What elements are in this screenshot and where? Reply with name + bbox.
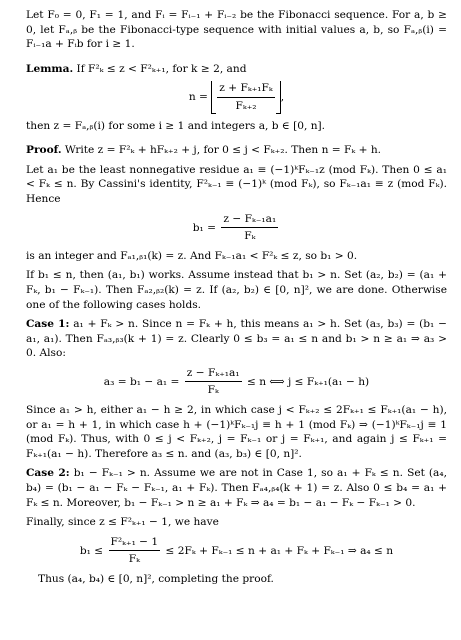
proof-paragraph-assume: If b₁ ≤ n, then (a₁, b₁) works. Assume instead that b₁ > n. Set (a₂, b₂) = (a₁ + Fₖ, b₁ − Fₖ₋₁). Then Fₐ₂,ᵦ₂(k) = z. If (a₂, b₂) ∈ [0, n]², we are done. Otherwise one of the following cases holds.: [26, 269, 447, 311]
floor-bracket: [211, 81, 280, 113]
lemma-conclusion: then z = Fₐ,ᵦ(i) for some i ≥ 1 and integers a, b ∈ [0, n].: [26, 119, 326, 132]
case1-paragraph: Case 1: a₁ + Fₖ > n. Since n = Fₖ + h, this means a₁ > h. Set (a₃, b₃) = (b₁ − a₁, a₁). Then Fₐ₃,ᵦ₃(k + 1) = z. Clearly 0 ≤ b₃ = a₁ ≤ n and b₁ > n ≥ a₁ ⇒ a₃ > 0. Also:: [26, 318, 447, 360]
case2-label: Case 2:: [26, 467, 70, 480]
lemma-lead: If F²ₖ ≤ z < F²ₖ₊₁, for k ≥ 2, and: [76, 62, 247, 75]
proof-conclusion: Thus (a₄, b₄) ∈ [0, n]², completing the proof.: [38, 573, 274, 585]
case2-fraction: $\frac{\text{F²ₖ₊₁ − 1}}{\text{Fₖ}}$: [110, 535, 159, 566]
case1-equation: a₃ = b₁ − a₁ = $\frac{\text{z − Fₖ₊₁a₁}}{\text{Fₖ}}$ ≤ n ⟺ j ≤ Fₖ₊₁(a₁ − h): [103, 366, 370, 397]
lemma-statement: [26, 62, 447, 77]
case1-fraction: $\frac{\text{z − Fₖ₊₁a₁}}{\text{Fₖ}}$: [186, 366, 240, 397]
case1-paragraph-2: Since a₁ > h, either a₁ − h ≥ 2, in which case j < Fₖ₊₂ ≤ 2Fₖ₊₁ ≤ Fₖ₊₁(a₁ − h), or a₁ = h + 1, in which case h + (−1)ᵏFₖ₋₁j ≡ h + 1 (mod Fₖ) ⇒ (−1)ᵏFₖ₋₁j ≡ 1 (mod Fₖ). Thus, with 0 ≤ j < Fₖ₊₂, j = Fₖ₋₁ or j = Fₖ₊₁, and again j ≤ Fₖ₊₁ = Fₖ₊₁(a₁ − h). Therefore a₃ ≤ n. and (a₃, b₃) ∈ [0, n]².: [26, 404, 447, 460]
case2-paragraph-finally: Finally, since z ≤ F²ₖ₊₁ − 1, we have: [26, 516, 219, 529]
case1-label: Case 1:: [26, 318, 70, 331]
lemma-label: Lemma.: [26, 62, 74, 75]
proof-paragraph-integer: is an integer and Fₐ₁,ᵦ₁(k) = z. And Fₖ₋₁a₁ < F²ₖ ≤ z, so b₁ > 0.: [26, 249, 358, 262]
case2-paragraph: Case 2: b₁ − Fₖ₋₁ > n. Assume we are not in Case 1, so a₁ + Fₖ ≤ n. Set (a₄, b₄) = (b₁ − a₁ − Fₖ − Fₖ₋₁, a₁ + Fₖ). Then Fₐ₄,ᵦ₄(k + 1) = z. Also 0 ≤ b₄ = a₁ + Fₖ ≤ n. Moreover, b₁ − Fₖ₋₁ > n ≥ a₁ + Fₖ ⇒ a₄ = b₁ − a₁ − Fₖ − Fₖ₋₁ > 0.: [26, 467, 447, 509]
proof-label: Proof.: [26, 144, 62, 157]
intro-paragraph: Let F₀ = 0, F₁ = 1, and Fᵢ = Fᵢ₋₁ + Fᵢ₋₂ be the Fibonacci sequence. For a, b ≥ 0, let Fₐ,ᵦ be the Fibonacci-type sequence with initial values a, b, so Fₐ,ᵦ(i) = Fᵢ₋₁a + Fᵢb for i ≥ 1.: [26, 9, 447, 51]
b1-equation: b₁ = $\frac{\text{z − Fₖ₋₁a₁}}{\text{Fₖ}}$: [192, 212, 277, 243]
b1-fraction: $\frac{\text{z − Fₖ₋₁a₁}}{\text{Fₖ}}$: [223, 212, 277, 243]
lemma-n-equation: n = $\frac{\text{z + Fₖ₊₁Fₖ}}{\text{Fₖ₊₂}}$ ,: [188, 82, 285, 112]
case2-equation: b₁ ≤ $\frac{\text{F²ₖ₊₁ − 1}}{\text{Fₖ}}$ ≤ 2Fₖ + Fₖ₋₁ ≤ n + a₁ + Fₖ + Fₖ₋₁ ⇒ a₄ ≤ n: [79, 535, 394, 566]
proof-first-line: Proof. Write z = F²ₖ + hFₖ₊₂ + j, for 0 ≤ j < Fₖ₊₂. Then n = Fₖ + h.: [26, 144, 382, 157]
n-fraction: $\frac{\text{z + Fₖ₊₁Fₖ}}{\text{Fₖ₊₂}}$: [219, 82, 273, 112]
proof-paragraph-residue: Let a₁ be the least nonnegative residue a₁ ≡ (−1)ᵏFₖ₋₁z (mod Fₖ). Then 0 ≤ a₁ < Fₖ ≤ n. By Cassini's identity, F²ₖ₋₁ ≡ (−1)ᵏ (mod Fₖ), so Fₖ₋₁a₁ ≡ z (mod Fₖ). Hence: [26, 163, 447, 205]
